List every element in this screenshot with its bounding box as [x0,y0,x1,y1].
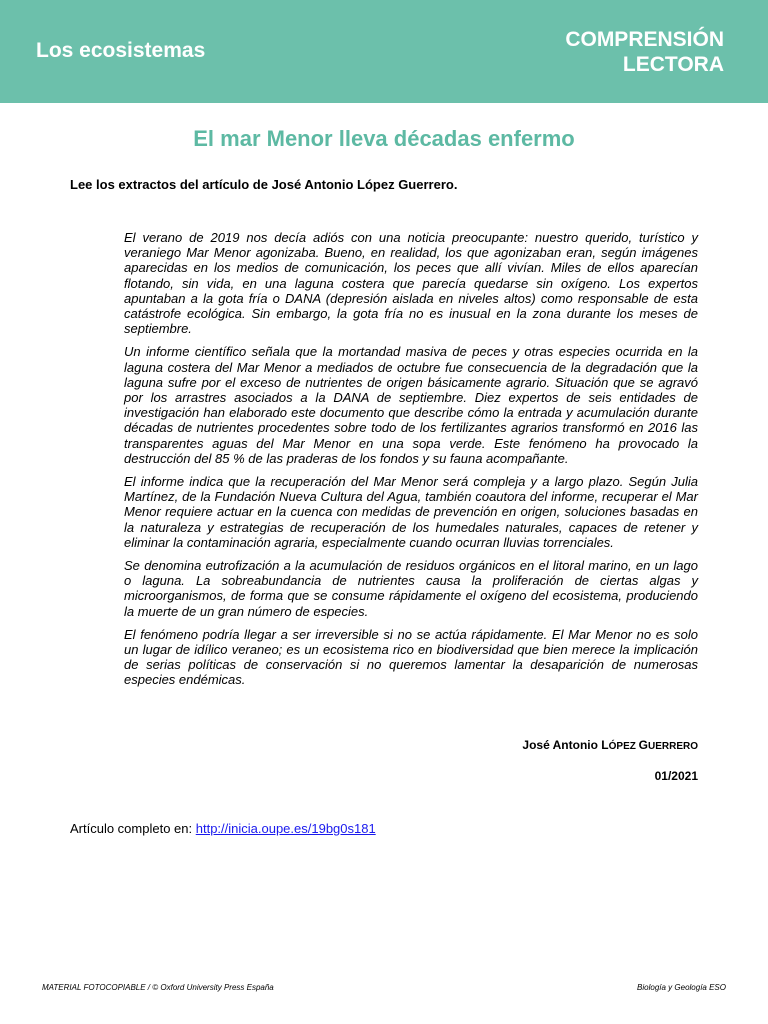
article-date: 01/2021 [654,769,698,783]
page-header [0,0,768,103]
article-paragraph-4: Se denomina eutrofización a la acumulación de residuos orgánicos en el litoral marino, en un lago o laguna. La sobreabundancia de nutrientes causa la proliferación de ciertas algas y microorganismos, de forma que se consume rápidamente el oxígeno del ecosistema, produciendo la muerte de un gran número de especies. [124,558,698,619]
article-title: El mar Menor lleva décadas enfermo [193,126,575,151]
section-label-line2: LECTORA [622,53,724,76]
author-surname-2-initial: G [638,738,648,752]
unit-title: Los ecosistemas [36,39,206,62]
article-paragraph-5: El fenómeno podría llegar a ser irreversible si no se actúa rápidamente. El Mar Menor no es solo un lugar de idílico veraneo; es un ecosistema rico en biodiversidad que bien merece la implicación de serias políticas de conservación si no queremos lamentar la desaparición de numerosas especies endémicas. [124,626,698,688]
full-article-link[interactable]: http://inicia.oupe.es/19bg0s181 [195,821,376,836]
article-author [522,737,698,755]
author-surname-2-rest: UERRERO [647,741,698,752]
footer-subject: Biología y Geología ESO [637,983,726,992]
article-body [124,230,698,696]
footer-copyright: MATERIAL FOTOCOPIABLE / © Oxford University Press España [42,983,274,992]
article-paragraph-1: El verano de 2019 nos decía adiós con una noticia preocupante: nuestro querido, turístico y veraniego Mar Menor agonizaba. Bueno, en realidad, los que agonizaban eran, según imágenes aparecidas en los medios de comunicación, los peces que allí vivían. Miles de ellos aparecían flotando, sin vida, en una laguna costera que parecía quedarse sin oxígeno. Los expertos apuntaban a la gota fría o DANA (depresión aislada en niveles altos) como responsable de esta catástrofe ecológica. Sin embargo, la gota fría no es inusual en la zona durante los meses de septiembre. [124,230,698,337]
author-first-name: José Antonio [522,738,602,752]
instruction-text: Lee los extractos del artículo de José Antonio López Guerrero. [70,177,458,192]
section-label-line1: COMPRENSIÓN [565,28,724,51]
author-surname-1-initial: L [601,738,609,752]
section-label [565,27,724,77]
full-article-line [70,820,376,838]
author-surname-1-rest: ÓPEZ [608,741,639,752]
article-paragraph-2: Un informe científico señala que la mortandad masiva de peces y otras especies ocurrida en la laguna costera del Mar Menor a mediados de octubre fue consecuencia de la degradación que la laguna sufre por el exceso de nutrientes de origen básicamente agrario. Situación que se agravó por los arrastres asociados a la DANA de septiembre. Diez expertos de seis entidades de investigación han elaborado este documento que describe cómo la entrada y acumulación durante décadas de nutrientes procedentes sobre todo de los fertilizantes agrarios transformó en 2016 las transparentes aguas del Mar Menor en una sopa verde. Este fenómeno ha provocado la destrucción del 85 % de las praderas de los fondos y su fauna acompañante. [124,344,698,466]
full-article-label: Artículo completo en: [70,821,196,836]
article-paragraph-3: El informe indica que la recuperación del Mar Menor será compleja y a largo plazo. Según Julia Martínez, de la Fundación Nueva Cultura del Agua, también coautora del informe, recuperar el Mar Menor requiere actuar en la cuenca con medidas de prevención en origen, soluciones basadas en la naturaleza y estrategias de recuperación de los humedales naturales, capaces de retener y eliminar la contaminación agraria, especialmente cuando ocurran lluvias torrenciales. [124,474,698,550]
